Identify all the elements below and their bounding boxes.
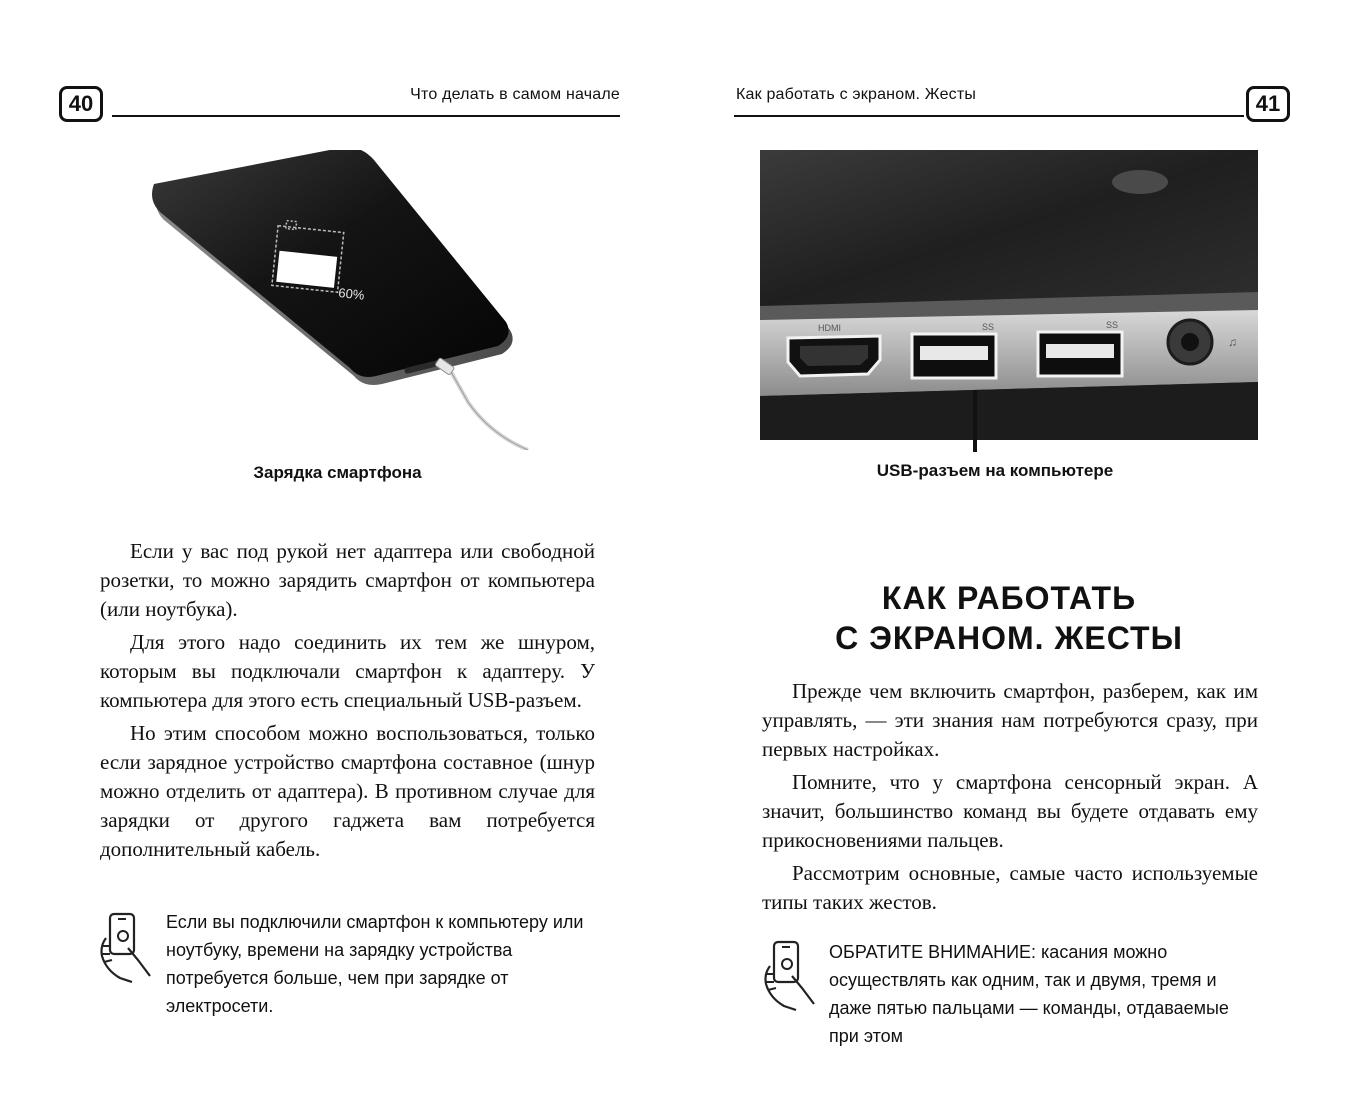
laptop-lid — [760, 150, 1258, 306]
lid-reflection — [1112, 170, 1168, 194]
note-text — [166, 908, 591, 1020]
usb-port-1-tongue — [920, 346, 988, 360]
smartphone-charging-illustration — [150, 150, 540, 450]
figure-caption: USB-разъем на компьютере — [876, 461, 1114, 480]
headphone-symbol: ♫ — [1228, 335, 1237, 349]
usb-1-label: SS — [982, 322, 995, 332]
hdmi-label: HDMI — [818, 323, 841, 333]
paragraph: Но этим способом можно воспользоваться, только если зарядное устройство смартфона составное (шнур можно отделить от адаптера). В противном случае для зарядки от другого гаджета вам потребуется дополнительный кабель. — [100, 721, 595, 861]
paragraph: Помните, что у смартфона сенсорный экран. А значит, большинство команд вы будете отдавать ему прикосновениями пальцев. — [762, 770, 1258, 852]
header-rule — [112, 115, 620, 117]
audio-jack-hole — [1181, 333, 1199, 351]
header-rule — [734, 115, 1244, 117]
usb-port-2-tongue — [1046, 344, 1114, 358]
page-number: 40 — [59, 86, 103, 122]
paragraph: Прежде чем включить смартфон, разберем, как им управлять, — эти знания нам потребуются сразу, при первых настройках. — [762, 679, 1258, 761]
page-number: 41 — [1246, 86, 1290, 122]
running-head: Как работать с экраном. Жесты — [736, 86, 977, 103]
figure-caption: Зарядка смартфона — [253, 463, 422, 482]
usb-2-label: SS — [1106, 320, 1119, 330]
note-paragraph: Если вы подключили смартфон к компьютеру или ноутбуку, времени на зарядку устройства потребуется больше, чем при зарядке от электросети. — [166, 912, 584, 1016]
section-heading — [782, 578, 1236, 658]
battery-percent-label: 60% — [337, 285, 366, 303]
body-text — [762, 677, 1258, 921]
paragraph: Рассмотрим основные, самые часто используемые типы таких жестов. — [762, 861, 1258, 914]
heading-line-2: С ЭКРАНОМ. ЖЕСТЫ — [835, 620, 1183, 656]
laptop-usb-port-photo — [760, 150, 1258, 440]
right-page — [682, 0, 1364, 1102]
body-text — [100, 537, 595, 868]
running-head: Что делать в самом начале — [410, 86, 620, 103]
note-text — [829, 938, 1257, 1050]
battery-fill — [276, 251, 337, 288]
hand-smartphone-icon — [98, 912, 156, 984]
note-paragraph: ОБРАТИТЕ ВНИМАНИЕ: касания можно осуществлять как одним, так и двумя, тремя и даже пятью пальцами — команды, отдаваемые при этом — [829, 942, 1229, 1046]
paragraph: Если у вас под рукой нет адаптера или свободной розетки, то можно зарядить смартфон от компьютера (или ноутбука). — [100, 539, 595, 621]
pointer-line — [973, 390, 977, 452]
hand-smartphone-icon — [762, 940, 820, 1012]
charging-cable-shadow — [442, 366, 528, 450]
heading-line-1: КАК РАБОТАТЬ — [881, 580, 1137, 616]
hdmi-port-inner — [800, 345, 868, 366]
paragraph: Для этого надо соединить их тем же шнуром, которым вы подключали смартфон к адаптеру. У компьютера для этого есть специальный USB-разъем. — [100, 630, 595, 712]
